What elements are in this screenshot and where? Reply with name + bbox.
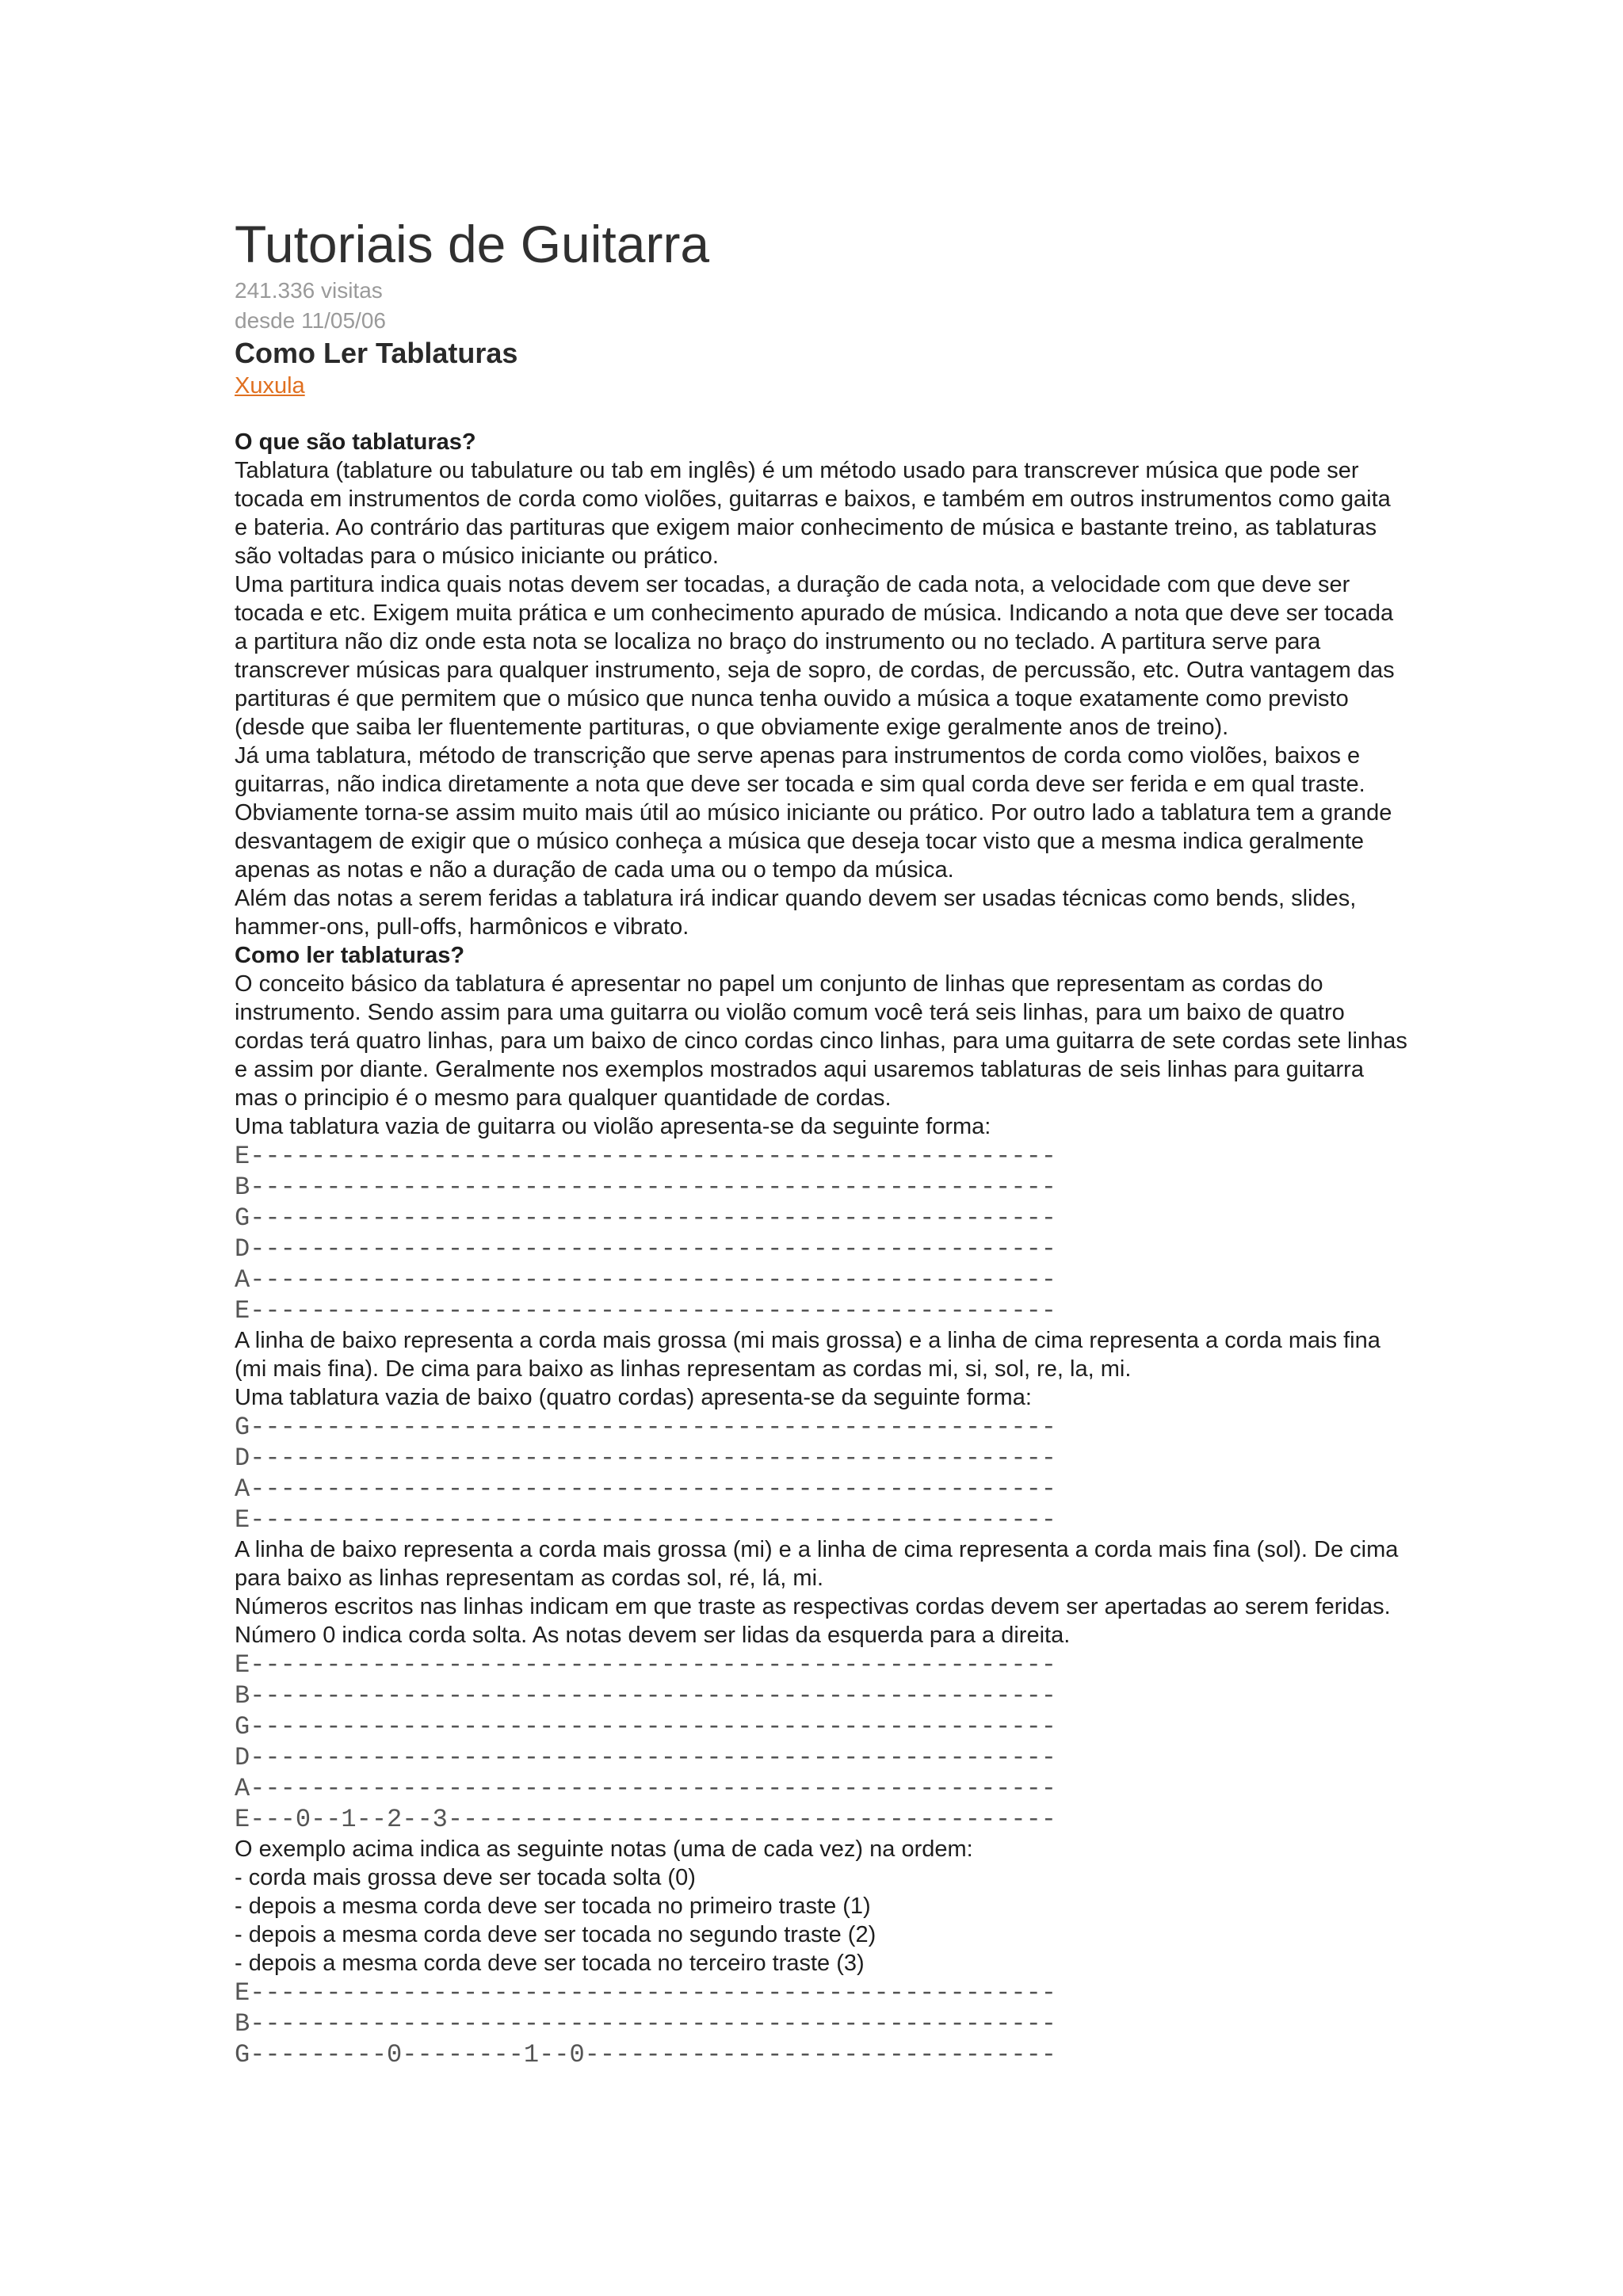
- guitar-tab-empty: E----------------------------------------------------- B----------------------------------------------------- G----------------------------------------------------- D----------------------------------------------------- A----------------------------------------------------- E-----------------------------------------------------: [235, 1142, 1056, 1325]
- article-title: Como Ler Tablaturas: [235, 337, 518, 369]
- paragraph: Uma tablatura vazia de baixo (quatro cordas) apresenta-se da seguinte forma:: [235, 1385, 1032, 1410]
- paragraph: Uma partitura indica quais notas devem ser tocadas, a duração de cada nota, a velocidade com que deve ser tocada e etc. Exigem muita prática e um conhecimento apurado de música. Indicando a nota que deve ser tocada a partitura não diz onde esta nota se localiza no braço do instrumento ou no teclado. A partitura serve para transcrever músicas para qualquer instrumento, seja de sopro, de cordas, de percussão, etc. Outra vantagem das partituras é que permitem que o músico que nunca tenha ouvido a música a toque exatamente como previsto (desde que saiba ler fluentemente partituras, o que obviamente exige geralmente anos de treino).: [235, 572, 1395, 740]
- list-item: - depois a mesma corda deve ser tocada no terceiro traste (3): [235, 1951, 865, 1976]
- site-title: Tutoriais de Guitarra: [235, 215, 710, 273]
- section-heading-what-are-tabs: O que são tablaturas?: [235, 429, 476, 455]
- paragraph: O exemplo acima indica as seguinte notas (uma de cada vez) na ordem:: [235, 1836, 973, 1862]
- bass-tab-empty: G----------------------------------------------------- D----------------------------------------------------- A----------------------------------------------------- E-----------------------------------------------------: [235, 1413, 1056, 1535]
- paragraph: Além das notas a serem feridas a tablatura irá indicar quando devem ser usadas técnicas como bends, slides, hammer-ons, pull-offs, harmônicos e vibrato.: [235, 886, 1357, 940]
- article-body: [235, 428, 1407, 2070]
- paragraph: Números escritos nas linhas indicam em que traste as respectivas cordas devem ser apertadas ao serem feridas. Número 0 indica corda solta. As notas devem ser lidas da esquerda para a direita.: [235, 1594, 1391, 1648]
- visit-counter: 241.336 visitas: [235, 278, 383, 303]
- author-link[interactable]: Xuxula: [235, 373, 305, 399]
- paragraph: A linha de baixo representa a corda mais grossa (mi) e a linha de cima representa a corda mais fina (sol). De cima para baixo as linhas representam as cordas sol, ré, lá, mi.: [235, 1537, 1399, 1591]
- paragraph: Já uma tablatura, método de transcrição que serve apenas para instrumentos de corda como violões, baixos e guitarras, não indica diretamente a nota que deve ser tocada e sim qual corda deve ser ferida e em qual traste. Obviamente torna-se assim muito mais útil ao músico iniciante ou prático. Por outro lado a tablatura tem a grande desvantagem de exigir que o músico conheça a música que deseja tocar visto que a mesma indica geralmente apenas as notas e não a duração de cada uma ou o tempo da música.: [235, 743, 1392, 883]
- section-heading-how-to-read: Como ler tablaturas?: [235, 943, 465, 968]
- paragraph: Uma tablatura vazia de guitarra ou violão apresenta-se da seguinte forma:: [235, 1114, 991, 1139]
- guitar-tab-example-2: E----------------------------------------------------- B----------------------------------------------------- G---------0--------1--0-------------------------------: [235, 1978, 1056, 2069]
- paragraph: O conceito básico da tablatura é apresentar no papel um conjunto de linhas que representam as cordas do instrumento. Sendo assim para uma guitarra ou violão comum você terá seis linhas, para um baixo de quatro cordas terá quatro linhas, para um baixo de cinco cordas cinco linhas, para uma guitarra de sete cordas sete linhas e assim por diante. Geralmente nos exemplos mostrados aqui usaremos tablaturas de seis linhas para guitarra mas o principio é o mesmo para qualquer quantidade de cordas.: [235, 971, 1407, 1111]
- document-page: [235, 212, 1407, 2070]
- list-item: - depois a mesma corda deve ser tocada no segundo traste (2): [235, 1922, 876, 1947]
- guitar-tab-example-1: E----------------------------------------------------- B----------------------------------------------------- G----------------------------------------------------- D----------------------------------------------------- A----------------------------------------------------- E---0--1--2--3----------------------------------------: [235, 1650, 1056, 1834]
- notes-list: [235, 1863, 1407, 1978]
- list-item: - corda mais grossa deve ser tocada solta (0): [235, 1865, 696, 1890]
- list-item: - depois a mesma corda deve ser tocada no primeiro traste (1): [235, 1894, 871, 1919]
- paragraph: Tablatura (tablature ou tabulature ou tab em inglês) é um método usado para transcrever música que pode ser tocada em instrumentos de corda como violões, guitarras e baixos, e também em outros instrumentos como gaita e bateria. Ao contrário das partituras que exigem maior conhecimento de música e bastante treino, as tablaturas são voltadas para o músico iniciante ou prático.: [235, 458, 1391, 569]
- since-date: desde 11/05/06: [235, 308, 386, 333]
- paragraph: A linha de baixo representa a corda mais grossa (mi mais grossa) e a linha de cima representa a corda mais fina (mi mais fina). De cima para baixo as linhas representam as cordas mi, si, sol, re, la, mi.: [235, 1328, 1381, 1382]
